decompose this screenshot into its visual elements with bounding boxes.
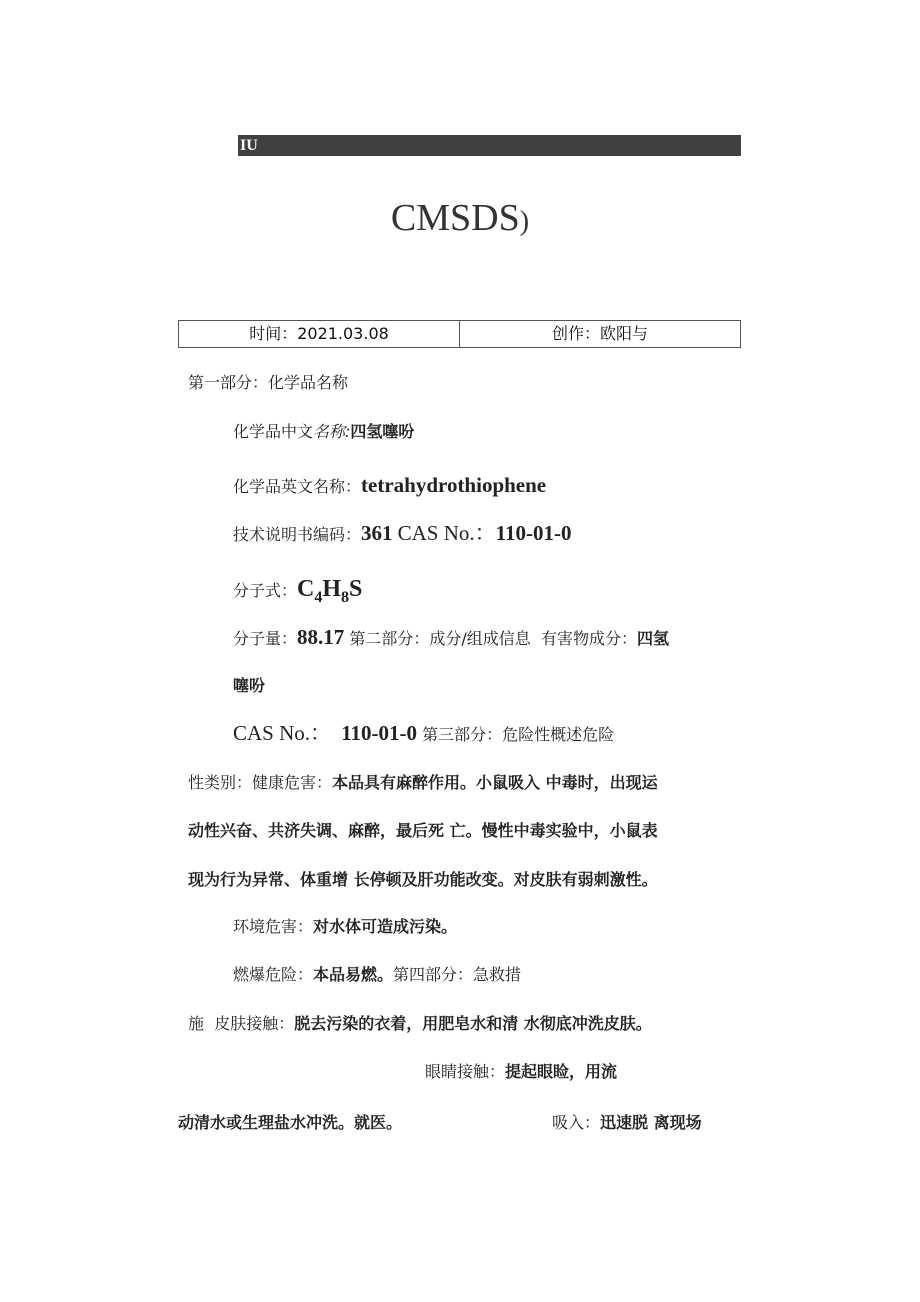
health-line-1 [188, 772, 658, 794]
meta-table [178, 320, 741, 348]
skin-value: 脱去污染的衣着，用肥皂水和清 水彻底冲洗皮肤。 [294, 1014, 652, 1033]
document-title [0, 194, 920, 246]
code-line [233, 522, 571, 546]
formula-s: S [349, 576, 363, 602]
eye-value-2: 动清水或生理盐水冲洗。就医。 [178, 1113, 403, 1132]
env-label: 环境危害： [233, 917, 314, 936]
meta-time: 时间：2021.03.08 [179, 321, 460, 347]
health-line-2: 动性兴奋、共济失调、麻醉，最后死 亡。慢性中毒实验中，小鼠表 [188, 821, 658, 840]
en-name-label: 化学品英文名称： [233, 477, 362, 496]
inhale-label: 吸入： [552, 1113, 601, 1132]
section4-heading-cont: 施 [188, 1014, 205, 1033]
eye-label: 眼睛接触： [425, 1062, 506, 1081]
cas2-value: 110-01-0 [341, 721, 418, 745]
mw-value: 88.17 [297, 625, 345, 649]
title-suffix: ) [519, 206, 530, 237]
formula-c: C [297, 576, 315, 602]
meta-author: 创作：欧阳与 [551, 324, 648, 343]
header-bar [238, 135, 741, 156]
hazard-value-2: 噻吩 [233, 676, 266, 695]
cn-name-value: 四氢噻吩 [350, 422, 415, 441]
inhale-value: 迅速脱 离现场 [600, 1113, 702, 1132]
section1-heading: 第一部分：化学品名称 [188, 373, 349, 392]
cas-label: CAS No.： [397, 521, 496, 545]
category-label: 性类别：健康危害： [188, 773, 333, 792]
fire-value: 本品易燃。 [313, 965, 394, 984]
skin-label: 皮肤接触： [214, 1014, 295, 1033]
section4-heading: 第四部分：急救措 [393, 965, 522, 984]
header-bar-label: IU [240, 137, 258, 154]
cn-name-line [233, 421, 414, 443]
health-line-3: 现为行为异常、体重增 长停顿及肝功能改变。对皮肤有弱刺激性。 [188, 870, 658, 889]
code-label: 技术说明书编码： [233, 525, 362, 544]
fire-line [233, 964, 521, 986]
fire-label: 燃爆危险： [233, 965, 314, 984]
env-line [233, 916, 457, 938]
formula-line [233, 578, 362, 609]
formula-h-sub: 8 [341, 588, 350, 606]
eye-value-1: 提起眼睑，用流 [505, 1062, 618, 1081]
formula-h: H [322, 576, 342, 602]
hazard-value-1: 四氢 [636, 629, 669, 648]
cn-name-label-italic: 名称: [313, 422, 351, 441]
mw-line [233, 626, 669, 650]
title-main: CMSDS [390, 197, 520, 239]
mw-label: 分子量： [233, 629, 298, 648]
cas2-line [233, 722, 614, 746]
health-text-1: 本品具有麻醉作用。小鼠吸入 中毒时，出现运 [332, 773, 658, 792]
section3-heading: 第三部分：危险性概述危险 [422, 725, 615, 744]
cn-name-label: 化学品中文 [233, 422, 314, 441]
hazard-label: 有害物成分： [540, 629, 637, 648]
cas-value: 110-01-0 [495, 521, 572, 545]
env-value: 对水体可造成污染。 [313, 917, 458, 936]
skin-line [188, 1013, 652, 1035]
en-name-value: tetrahydrothiophene [361, 473, 547, 497]
formula-label: 分子式： [233, 581, 298, 600]
formula-c-sub: 4 [314, 588, 323, 606]
formula-value [297, 576, 363, 606]
eye-line [425, 1061, 617, 1083]
inhale-line [552, 1112, 702, 1134]
section2-heading: 第二部分：成分/组成信息 [349, 629, 531, 648]
cas2-label: CAS No.： [233, 721, 332, 745]
code-value: 361 [361, 521, 393, 545]
en-name-line [233, 474, 546, 498]
